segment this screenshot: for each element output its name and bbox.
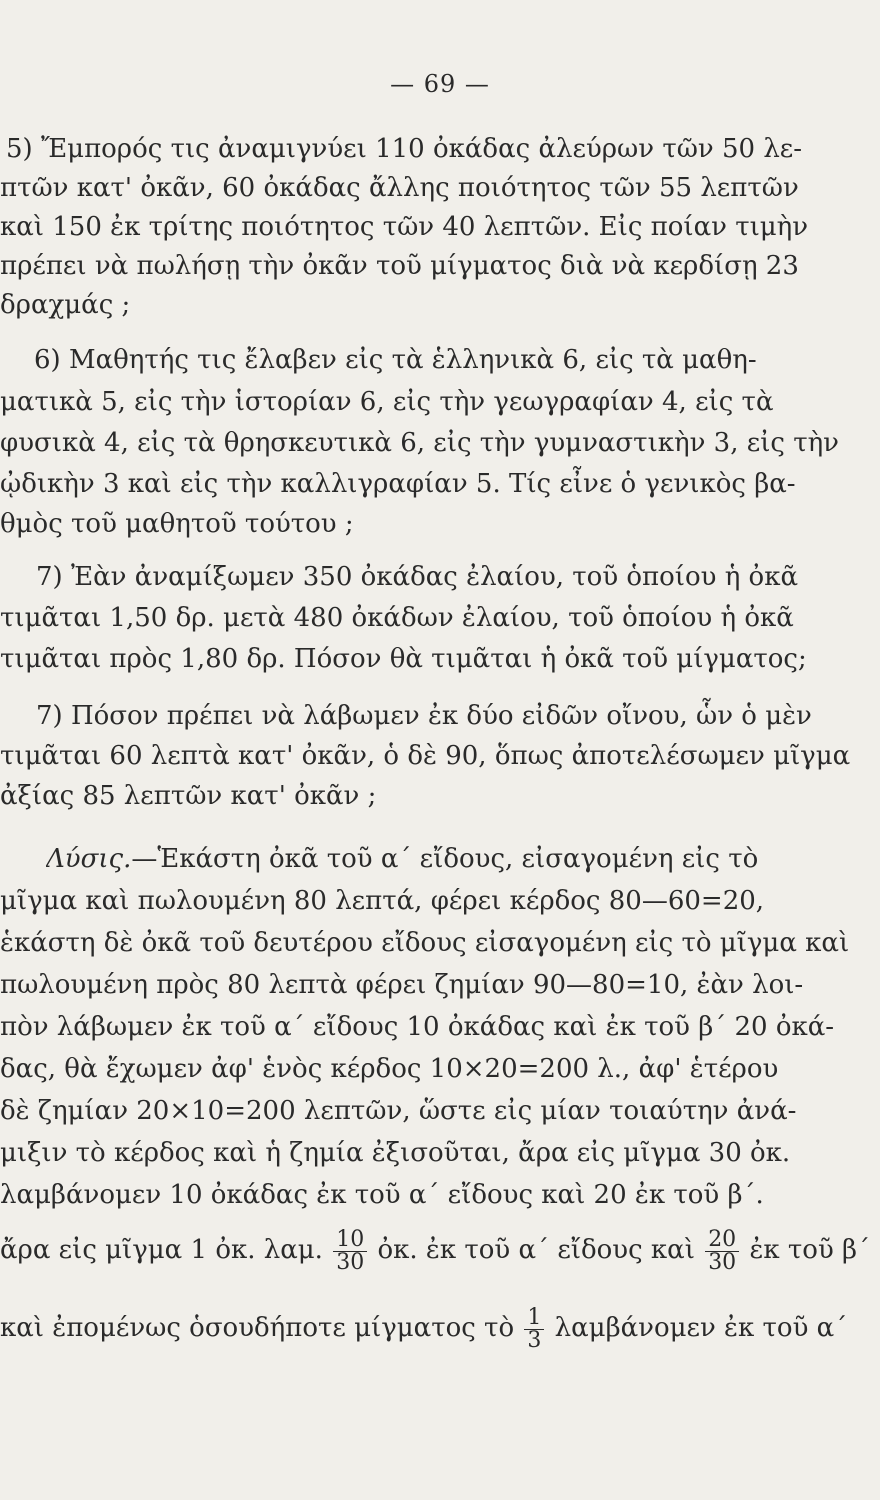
solution-line-3: ἑκάστη δὲ ὀκᾶ τοῦ δευτέρου εἴδους εἰσαγομένη εἰς τὸ μῖγμα καὶ xyxy=(0,928,850,958)
page-number: — 69 — xyxy=(390,70,490,98)
solution-line-1-text: —Ἑκάστη ὀκᾶ τοῦ α΄ εἴδους, εἰσαγομένη εἰς τὸ xyxy=(131,844,759,874)
solution-line-7: δὲ ζημίαν 20×10=200 λεπτῶν, ὥστε εἰς μίαν τοιαύτην ἀνά- xyxy=(0,1096,797,1126)
problem-5-line-5: δραχμάς ; xyxy=(0,290,131,320)
math1-pre: ἄρα εἰς μῖγμα 1 ὀκ. λαμ. xyxy=(0,1235,323,1265)
fraction-numerator: 10 xyxy=(333,1229,367,1252)
fraction-10-30 xyxy=(333,1226,367,1275)
fraction-denominator: 30 xyxy=(336,1249,365,1275)
problem-6-line-1: 6) Μαθητής τις ἔλαβεν εἰς τὰ ἑλληνικὰ 6, εἰς τὰ μαθη- xyxy=(34,345,757,375)
solution-line-4: πωλουμένη πρὸς 80 λεπτὰ φέρει ζημίαν 90—80=10, ἐὰν λοι- xyxy=(0,970,804,1000)
problem-7b-line-1: 7) Πόσον πρέπει νὰ λάβωμεν ἐκ δύο εἰδῶν οἴνου, ὧν ὁ μὲν xyxy=(36,701,812,731)
solution-line-1 xyxy=(46,840,880,878)
fraction-denominator: 3 xyxy=(527,1327,542,1353)
problem-6-line-5: θμὸς τοῦ μαθητοῦ τούτου ; xyxy=(0,509,354,539)
problem-6-line-2: ματικὰ 5, εἰς τὴν ἱστορίαν 6, εἰς τὴν γεωγραφίαν 4, εἰς τὰ xyxy=(0,387,774,417)
problem-7a-line-3: τιμᾶται πρὸς 1,80 δρ. Πόσον θὰ τιμᾶται ἡ ὀκᾶ τοῦ μίγματος; xyxy=(0,644,807,674)
problem-5-line-2: πτῶν κατ' ὀκᾶν, 60 ὀκάδας ἄλλης ποιότητος τῶν 55 λεπτῶν xyxy=(0,173,799,203)
fraction-1-3 xyxy=(524,1304,544,1353)
problem-6-line-4: ᾠδικὴν 3 καὶ εἰς τὴν καλλιγραφίαν 5. Τίς εἶνε ὁ γενικὸς βα- xyxy=(0,469,796,499)
solution-label: Λύσις. xyxy=(46,844,132,874)
problem-7b-line-3: ἀξίας 85 λεπτῶν κατ' ὀκᾶν ; xyxy=(0,781,377,811)
solution-line-6: δας, θὰ ἔχωμεν ἀφ' ἑνὸς κέρδος 10×20=200 λ., ἀφ' ἑτέρου xyxy=(0,1054,779,1084)
problem-7a-line-1: 7) Ἐὰν ἀναμίξωμεν 350 ὀκάδας ἐλαίου, τοῦ ὁποίου ἡ ὀκᾶ xyxy=(36,562,799,592)
math1-post: ἐκ τοῦ β΄ xyxy=(749,1235,870,1265)
problem-7b-line-2: τιμᾶται 60 λεπτὰ κατ' ὀκᾶν, ὁ δὲ 90, ὅπως ἀποτελέσωμεν μῖγμα xyxy=(0,741,851,771)
math1-mid: ὀκ. ἐκ τοῦ α΄ εἴδους καὶ xyxy=(377,1235,695,1265)
problem-5-line-4: πρέπει νὰ πωλήσῃ τὴν ὀκᾶν τοῦ μίγματος διὰ νὰ κερδίσῃ 23 xyxy=(0,251,799,281)
fraction-numerator: 20 xyxy=(705,1229,739,1252)
solution-math-line-1 xyxy=(0,1220,870,1280)
solution-line-8: μιξιν τὸ κέρδος καὶ ἡ ζημία ἐξισοῦται, ἄρα εἰς μῖγμα 30 ὀκ. xyxy=(0,1138,791,1168)
fraction-denominator: 30 xyxy=(708,1249,737,1275)
math2-post: λαμβάνομεν ἐκ τοῦ α΄ xyxy=(554,1313,848,1343)
solution-line-2: μῖγμα καὶ πωλουμένη 80 λεπτά, φέρει κέρδος 80—60=20, xyxy=(0,886,765,916)
math2-pre: καὶ ἐπομένως ὁσουδήποτε μίγματος τὸ xyxy=(0,1313,515,1343)
problem-7a-line-2: τιμᾶται 1,50 δρ. μετὰ 480 ὀκάδων ἐλαίου, τοῦ ὁποίου ἡ ὀκᾶ xyxy=(0,603,794,633)
solution-line-5: πὸν λάβωμεν ἐκ τοῦ α΄ εἴδους 10 ὀκάδας καὶ ἐκ τοῦ β΄ 20 ὀκά- xyxy=(0,1012,835,1042)
problem-6-line-3: φυσικὰ 4, εἰς τὰ θρησκευτικὰ 6, εἰς τὴν γυμναστικὴν 3, εἰς τὴν xyxy=(0,428,839,458)
solution-math-line-2 xyxy=(0,1298,870,1358)
problem-5-line-1: 5) Ἔμπορός τις ἀναμιγνύει 110 ὀκάδας ἀλεύρων τῶν 50 λε- xyxy=(6,134,803,164)
solution-line-9: λαμβάνομεν 10 ὀκάδας ἐκ τοῦ α΄ εἴδους καὶ 20 ἐκ τοῦ β΄. xyxy=(0,1180,764,1210)
fraction-numerator: 1 xyxy=(524,1307,544,1330)
problem-5-line-3: καὶ 150 ἐκ τρίτης ποιότητος τῶν 40 λεπτῶν. Εἰς ποίαν τιμὴν xyxy=(0,212,809,242)
fraction-20-30 xyxy=(705,1226,739,1275)
